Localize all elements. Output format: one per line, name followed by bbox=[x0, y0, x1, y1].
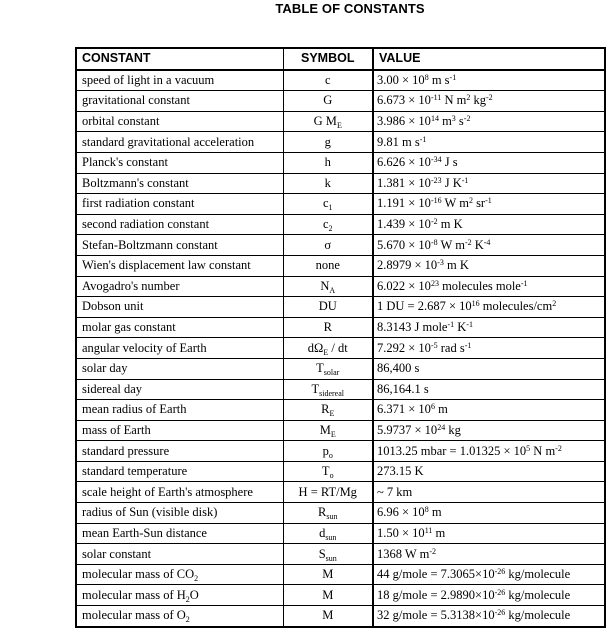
value-cell: $3.986 \times 10^{14}$ $m^3$ $s^{-2}$ bbox=[373, 111, 605, 132]
symbol-cell: DU bbox=[283, 297, 373, 318]
constant-cell: Planck's constant bbox=[76, 152, 283, 173]
value-cell: $1.50 \times 10^{11}$ m bbox=[373, 523, 605, 544]
constant-cell: molar gas constant bbox=[76, 317, 283, 338]
table-row bbox=[76, 255, 605, 276]
constant-cell: Dobson unit bbox=[76, 297, 283, 318]
constant-cell: mean Earth-Sun distance bbox=[76, 523, 283, 544]
constant-cell: molecular mass of $CO_2$ bbox=[76, 564, 283, 585]
table-row bbox=[76, 441, 605, 462]
constants-table bbox=[75, 47, 606, 628]
symbol-cell: $T_{solar}$ bbox=[283, 358, 373, 379]
value-cell: $5.9737 \times 10^{24}$ kg bbox=[373, 420, 605, 441]
value-cell: 8.3143 J mole$^{-1}$ $K^{-1}$ bbox=[373, 317, 605, 338]
value-cell: $7.292 \times 10^{-5}$ rad $s^{-1}$ bbox=[373, 338, 605, 359]
table-body bbox=[76, 70, 605, 627]
table-row bbox=[76, 235, 605, 256]
symbol-cell: c bbox=[283, 70, 373, 91]
table-row bbox=[76, 606, 605, 627]
value-cell: $2.8979 \times 10^{-3}$ m K bbox=[373, 255, 605, 276]
table-row bbox=[76, 544, 605, 565]
page-title: TABLE OF CONSTANTS bbox=[275, 1, 425, 16]
header-symbol: SYMBOL bbox=[283, 48, 373, 70]
symbol-cell: $T_{sidereal}$ bbox=[283, 379, 373, 400]
table-row bbox=[76, 523, 605, 544]
symbol-cell: M bbox=[283, 606, 373, 627]
table-row bbox=[76, 461, 605, 482]
table-row bbox=[76, 564, 605, 585]
constant-cell: second radiation constant bbox=[76, 214, 283, 235]
value-cell: 44 g/mole = $7.3065\times 10^{-26}$ kg/molecule bbox=[373, 564, 605, 585]
constant-cell: gravitational constant bbox=[76, 91, 283, 112]
value-cell: 273.15 K bbox=[373, 461, 605, 482]
table-row bbox=[76, 132, 605, 153]
constant-cell: mean radius of Earth bbox=[76, 400, 283, 421]
constant-cell: radius of Sun (visible disk) bbox=[76, 503, 283, 524]
table-row bbox=[76, 194, 605, 215]
table-row bbox=[76, 214, 605, 235]
value-cell: $6.022 \times 10^{23}$ molecules mole$^{-1}$ bbox=[373, 276, 605, 297]
constant-cell: molecular mass of $O_2$ bbox=[76, 606, 283, 627]
table-row bbox=[76, 503, 605, 524]
symbol-cell: G $M_E$ bbox=[283, 111, 373, 132]
table-row bbox=[76, 297, 605, 318]
symbol-cell: $p_o$ bbox=[283, 441, 373, 462]
symbol-cell: none bbox=[283, 255, 373, 276]
value-cell: ~ 7 km bbox=[373, 482, 605, 503]
constant-cell: standard temperature bbox=[76, 461, 283, 482]
symbol-cell: h bbox=[283, 152, 373, 173]
table-row bbox=[76, 173, 605, 194]
constant-cell: Boltzmann's constant bbox=[76, 173, 283, 194]
symbol-cell: σ bbox=[283, 235, 373, 256]
symbol-cell: g bbox=[283, 132, 373, 153]
symbol-cell: H = RT/Mg bbox=[283, 482, 373, 503]
symbol-cell: k bbox=[283, 173, 373, 194]
table-row bbox=[76, 111, 605, 132]
constant-cell: standard pressure bbox=[76, 441, 283, 462]
table-row bbox=[76, 585, 605, 606]
symbol-cell: $c_1$ bbox=[283, 194, 373, 215]
value-cell: $6.626 \times 10^{-34}$ J s bbox=[373, 152, 605, 173]
table-row bbox=[76, 420, 605, 441]
value-cell: $6.673 \times 10^{-11}$ N $m^2$ $kg^{-2}$ bbox=[373, 91, 605, 112]
constant-cell: angular velocity of Earth bbox=[76, 338, 283, 359]
constant-cell: Wien's displacement law constant bbox=[76, 255, 283, 276]
table-row bbox=[76, 91, 605, 112]
symbol-cell: G bbox=[283, 91, 373, 112]
symbol-cell: M bbox=[283, 585, 373, 606]
header-value: VALUE bbox=[373, 48, 605, 70]
value-cell: 86,164.1 s bbox=[373, 379, 605, 400]
constant-cell: sidereal day bbox=[76, 379, 283, 400]
value-cell: 9.81 m $s^{-1}$ bbox=[373, 132, 605, 153]
symbol-cell: $S_{sun}$ bbox=[283, 544, 373, 565]
table-row bbox=[76, 70, 605, 91]
table-row bbox=[76, 379, 605, 400]
value-cell: $5.670 \times 10^{-8}$ W $m^{-2}$ $K^{-4}$ bbox=[373, 235, 605, 256]
symbol-cell: $c_2$ bbox=[283, 214, 373, 235]
value-cell: 1368 W $m^{-2}$ bbox=[373, 544, 605, 565]
constant-cell: speed of light in a vacuum bbox=[76, 70, 283, 91]
value-cell: $1.439 \times 10^{-2}$ m K bbox=[373, 214, 605, 235]
value-cell: $1.191 \times 10^{-16}$ W $m^2$ $sr^{-1}$ bbox=[373, 194, 605, 215]
symbol-cell: M bbox=[283, 564, 373, 585]
value-cell: $6.96 \times 10^8$ m bbox=[373, 503, 605, 524]
symbol-cell: $R_{sun}$ bbox=[283, 503, 373, 524]
table-row bbox=[76, 317, 605, 338]
constant-cell: scale height of Earth's atmosphere bbox=[76, 482, 283, 503]
value-cell: 1013.25 mbar = $1.01325 \times 10^5$ N $m^{-2}$ bbox=[373, 441, 605, 462]
header-constant: CONSTANT bbox=[76, 48, 283, 70]
symbol-cell: $M_E$ bbox=[283, 420, 373, 441]
symbol-cell: $N_A$ bbox=[283, 276, 373, 297]
symbol-cell: $R_E$ bbox=[283, 400, 373, 421]
value-cell: $1.381 \times 10^{-23}$ J $K^{-1}$ bbox=[373, 173, 605, 194]
value-cell: $3.00 \times 10^8$ m $s^{-1}$ bbox=[373, 70, 605, 91]
table-row bbox=[76, 152, 605, 173]
table-header-row bbox=[76, 48, 605, 70]
constant-cell: Stefan-Boltzmann constant bbox=[76, 235, 283, 256]
constant-cell: first radiation constant bbox=[76, 194, 283, 215]
table-row bbox=[76, 358, 605, 379]
constant-cell: orbital constant bbox=[76, 111, 283, 132]
constant-cell: standard gravitational acceleration bbox=[76, 132, 283, 153]
constant-cell: molecular mass of $H_2O$ bbox=[76, 585, 283, 606]
value-cell: 86,400 s bbox=[373, 358, 605, 379]
table-row bbox=[76, 482, 605, 503]
value-cell: 32 g/mole = $5.3138\times 10^{-26}$ kg/molecule bbox=[373, 606, 605, 627]
symbol-cell: R bbox=[283, 317, 373, 338]
table-row bbox=[76, 276, 605, 297]
value-cell: 1 DU = $2.687 \times 10^{16}$ molecules/$cm^2$ bbox=[373, 297, 605, 318]
constant-cell: Avogadro's number bbox=[76, 276, 283, 297]
symbol-cell: $d\Omega_E$ / dt bbox=[283, 338, 373, 359]
table-row bbox=[76, 338, 605, 359]
symbol-cell: $T_o$ bbox=[283, 461, 373, 482]
symbol-cell: $d_{sun}$ bbox=[283, 523, 373, 544]
constant-cell: mass of Earth bbox=[76, 420, 283, 441]
table-row bbox=[76, 400, 605, 421]
value-cell: 18 g/mole = $2.9890\times 10^{-26}$ kg/molecule bbox=[373, 585, 605, 606]
constant-cell: solar day bbox=[76, 358, 283, 379]
constant-cell: solar constant bbox=[76, 544, 283, 565]
value-cell: $6.371 \times 10^6$ m bbox=[373, 400, 605, 421]
